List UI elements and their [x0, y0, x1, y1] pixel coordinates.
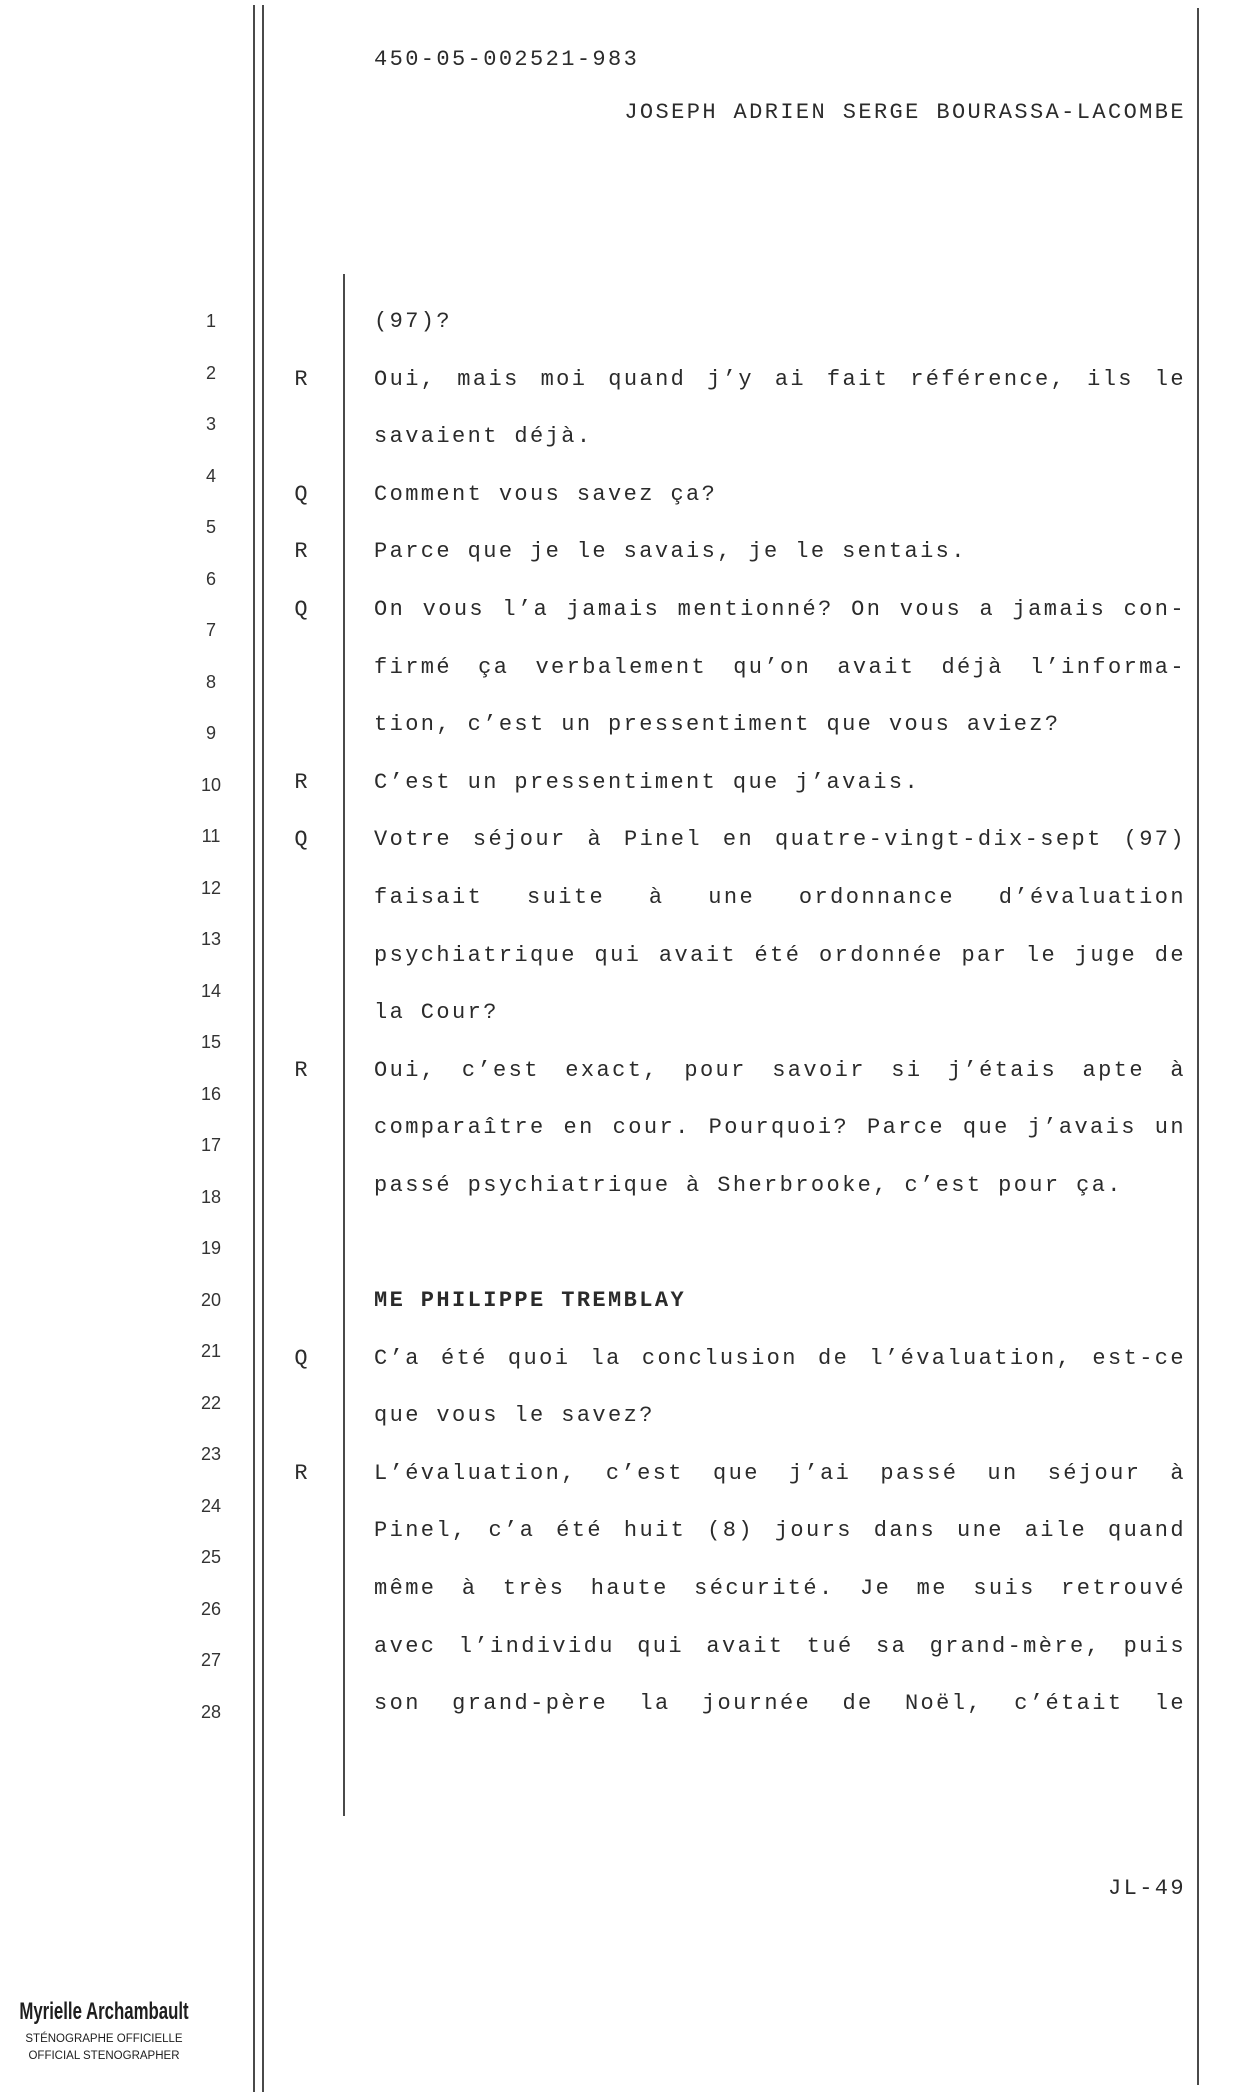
line-number: 13	[200, 929, 222, 949]
line-number: 7	[205, 620, 216, 640]
blank-line	[374, 1215, 1186, 1273]
line-text: faisait suite à une ordonnance d’évaluation	[374, 884, 1186, 910]
line-text: C’est un pressentiment que j’avais.	[374, 769, 921, 795]
line-number: 20	[200, 1289, 222, 1310]
line-number: 21	[200, 1341, 222, 1361]
transcript-line	[374, 1560, 1186, 1618]
speaker-marker: Q	[294, 481, 308, 507]
line-text: Oui, c’est exact, pour savoir si j’étais apte à	[374, 1057, 1186, 1083]
transcript-body	[294, 293, 1186, 1733]
line-number: 28	[200, 1701, 222, 1722]
speaker-marker: R	[294, 769, 308, 795]
transcript-line	[374, 408, 1186, 466]
line-number: 2	[205, 362, 216, 383]
speaker-marker: Q	[294, 827, 308, 853]
transcript-line	[374, 1157, 1186, 1215]
line-text: firmé ça verbalement qu’on avait déjà l’informa-	[374, 654, 1186, 680]
line-number: 12	[200, 877, 222, 898]
stenographer-name: Myrielle Archambault	[19, 1998, 189, 2025]
transcript-line	[294, 1445, 1186, 1503]
transcript-line	[374, 984, 1186, 1042]
line-text: Oui, mais moi quand j’y ai fait référence, ils le	[374, 366, 1186, 392]
line-number: 8	[205, 671, 216, 692]
line-number: 5	[205, 517, 216, 537]
line-number: 17	[200, 1135, 222, 1155]
line-text: tion, c’est un pressentiment que vous aviez?	[374, 712, 1061, 738]
transcript-line	[374, 293, 1186, 351]
transcript-line	[294, 581, 1186, 639]
transcript-line	[294, 811, 1186, 869]
speaker-marker: R	[294, 366, 308, 392]
left-margin-rule-inner	[262, 5, 264, 2092]
transcript-line	[374, 927, 1186, 985]
line-text: Pinel, c’a été huit (8) jours dans une aile quand	[374, 1518, 1186, 1544]
line-text: savaient déjà.	[374, 424, 593, 450]
right-margin-rule	[1197, 8, 1199, 2085]
case-number: 450-05-002521-983	[374, 47, 640, 72]
line-number: 26	[200, 1598, 222, 1619]
line-number: 23	[200, 1444, 222, 1464]
line-number: 24	[200, 1495, 222, 1516]
line-number: 15	[200, 1032, 222, 1052]
line-number: 9	[205, 723, 216, 743]
stenographer-title-en: OFFICIAL STENOGRAPHER	[28, 2050, 180, 2062]
transcript-line	[374, 869, 1186, 927]
speaker-marker: R	[294, 1460, 308, 1486]
transcript-line	[374, 1502, 1186, 1560]
line-text: On vous l’a jamais mentionné? On vous a jamais con-	[374, 596, 1186, 622]
witness-name: JOSEPH ADRIEN SERGE BOURASSA-LACOMBE	[624, 100, 1186, 125]
line-text: psychiatrique qui avait été ordonnée par le juge de	[374, 942, 1186, 968]
line-text: (97)?	[374, 309, 453, 334]
line-text: L’évaluation, c’est que j’ai passé un séjour à	[374, 1460, 1186, 1486]
line-text: passé psychiatrique à Sherbrooke, c’est pour ça.	[374, 1172, 1123, 1198]
transcript-line	[294, 754, 1186, 812]
stenographer-title-fr: STÉNOGRAPHE OFFICIELLE	[25, 2033, 183, 2045]
left-margin-rule-outer	[253, 5, 255, 2092]
line-number: 25	[200, 1547, 222, 1567]
examiner-name: ME PHILIPPE TREMBLAY	[374, 1288, 687, 1314]
line-text: Comment vous savez ça?	[374, 481, 718, 507]
line-number-column	[186, 296, 236, 1738]
transcript-line	[294, 1042, 1186, 1100]
line-text: la Cour?	[374, 1000, 499, 1026]
line-number: 18	[200, 1186, 222, 1207]
line-number: 6	[205, 568, 216, 589]
line-text: Votre séjour à Pinel en quatre-vingt-dix-sept (97)	[374, 827, 1186, 853]
transcript-line	[374, 696, 1186, 754]
speaker-marker: Q	[294, 596, 308, 622]
line-text: avec l’individu qui avait tué sa grand-mère, puis	[374, 1633, 1186, 1659]
line-number: 16	[200, 1083, 222, 1104]
line-number: 1	[205, 311, 216, 331]
transcript-line	[294, 523, 1186, 581]
line-number: 19	[200, 1238, 222, 1258]
transcript-line	[374, 1618, 1186, 1676]
transcript-line	[294, 1330, 1186, 1388]
examiner-heading	[374, 1272, 1186, 1330]
line-number: 14	[200, 980, 222, 1001]
line-text: que vous le savez?	[374, 1403, 655, 1429]
transcript-line	[374, 1099, 1186, 1157]
speaker-marker: R	[294, 539, 308, 565]
transcript-line	[294, 466, 1186, 524]
line-text: Parce que je le savais, je le sentais.	[374, 539, 967, 565]
transcript-line	[374, 1675, 1186, 1733]
speaker-marker: Q	[294, 1345, 308, 1371]
transcript-line	[374, 1387, 1186, 1445]
line-text: C’a été quoi la conclusion de l’évaluation, est-ce	[374, 1345, 1186, 1371]
line-text: même à très haute sécurité. Je me suis retrouvé	[374, 1576, 1186, 1602]
line-number: 22	[200, 1392, 222, 1413]
speaker-marker: R	[294, 1057, 308, 1083]
line-text: son grand-père la journée de Noël, c’était le	[374, 1691, 1186, 1717]
line-number: 27	[200, 1650, 222, 1670]
page-code: JL-49	[1107, 1876, 1186, 1901]
line-number: 4	[205, 465, 216, 486]
line-number: 3	[205, 414, 216, 434]
line-number: 10	[200, 774, 222, 795]
transcript-line	[374, 639, 1186, 697]
line-text: comparaître en cour. Pourquoi? Parce que j’avais un	[374, 1115, 1186, 1141]
line-number: 11	[201, 826, 221, 846]
transcript-line	[294, 351, 1186, 409]
speaker-column-rule	[343, 274, 345, 1816]
